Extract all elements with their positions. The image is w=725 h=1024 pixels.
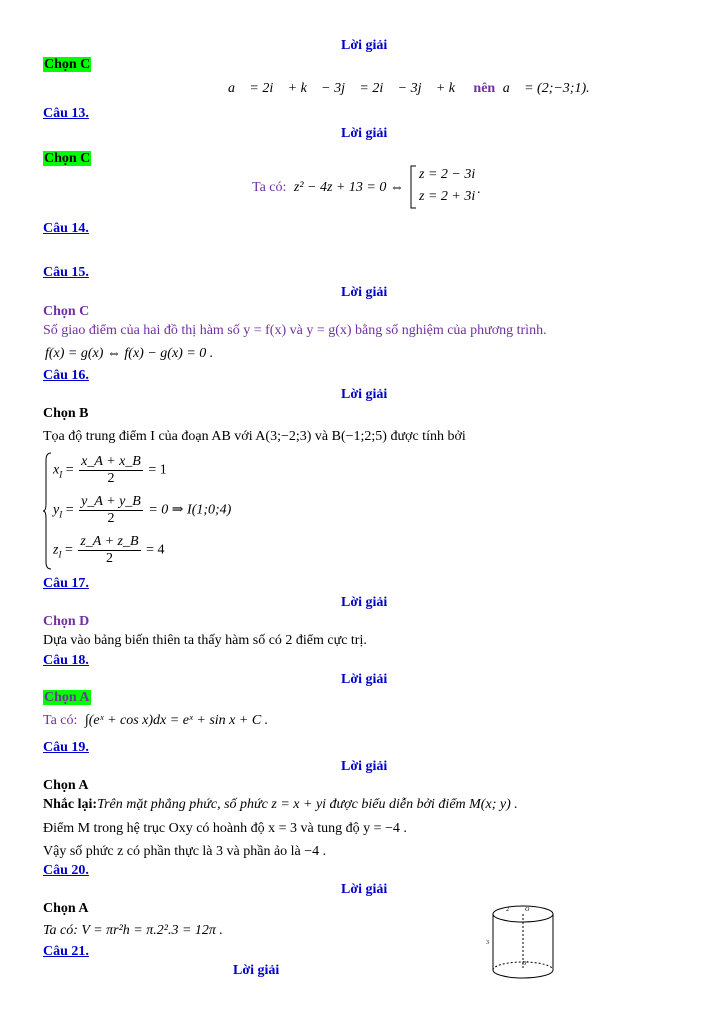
choice-label: Chọn A <box>43 778 89 793</box>
question-13-label: Câu 13. <box>43 106 89 121</box>
question-19-label: Câu 19. <box>43 740 89 755</box>
integral-equation: Ta có: ∫(eˣ + cos x)dx = eˣ + sin x + C . <box>43 713 269 728</box>
midpoint-system <box>43 452 243 570</box>
question-20-label: Câu 20. <box>43 863 89 878</box>
root-2: z = 2 + 3i <box>419 189 476 204</box>
solution-heading: Lời giải <box>341 38 388 53</box>
question-14-label: Câu 14. <box>43 221 89 236</box>
height-label: 3 <box>486 940 489 946</box>
choice-label: Chọn C <box>44 57 91 72</box>
recall-note: Nhắc lại:Trên mặt phẳng phức, số phức z = x + yi được biểu diễn bởi điểm M(x; y) . <box>43 797 518 812</box>
brace-shape <box>43 452 53 570</box>
center-bottom-label: O' <box>522 961 528 967</box>
solution-heading: Lời giải <box>341 126 388 141</box>
explanation-text: Điểm M trong hệ trục Oxy có hoành độ x = 3 và tung độ y = −4 . <box>43 821 407 836</box>
solution-heading: Lời giải <box>341 672 388 687</box>
question-21-label: Câu 21. <box>43 944 89 959</box>
question-15-label: Câu 15. <box>43 265 89 280</box>
vector-equation: a⃗ = 2i⃗ + k⃗ − 3j⃗ = 2i⃗ − 3j⃗ + k⃗ nên a⃗ = (2;−3;1). <box>228 81 590 96</box>
solution-heading: Lời giải <box>341 882 388 897</box>
equation: f(x) = g(x) ⇔ f(x) − g(x) = 0 . <box>45 346 214 361</box>
root-1: z = 2 − 3i <box>419 167 476 182</box>
question-18-label: Câu 18. <box>43 653 89 668</box>
radius-label: 2 <box>506 907 509 913</box>
cylinder-figure <box>484 904 558 982</box>
choice-label: Chọn A <box>43 901 89 916</box>
choice-label: Chọn C <box>43 304 90 319</box>
choice-label: Chọn C <box>44 151 91 166</box>
solution-heading: Lời giải <box>233 963 280 978</box>
equation-intro: Ta có: z² − 4z + 13 = 0 ⇔ <box>252 180 404 195</box>
bracket-shape <box>410 165 418 209</box>
choice-label: Chọn B <box>43 406 89 421</box>
question-16-label: Câu 16. <box>43 368 89 383</box>
x-coordinate-row: $x_I$ = $\frac{x\_A + x\_B}{2}$ = 1 <box>53 454 167 486</box>
volume-equation: Ta có: V = πr²h = π.2².3 = 12π . <box>43 923 223 938</box>
conclusion-text: Vậy số phức z có phần thực là 3 và phần ảo là −4 . <box>43 844 327 859</box>
cylinder-drawing <box>484 904 558 982</box>
center-top-label: O <box>525 907 530 913</box>
choice-label: Chọn A <box>44 690 90 705</box>
solution-heading: Lời giải <box>341 285 388 300</box>
explanation-text: Dựa vào bảng biến thiên ta thấy hàm số có 2 điểm cực trị. <box>43 633 367 648</box>
root-set <box>410 165 480 209</box>
period: . <box>477 182 481 197</box>
explanation-text: Số giao điểm của hai đồ thị hàm số y = f(x) và y = g(x) bằng số nghiệm của phương trình. <box>43 323 547 338</box>
z-coordinate-row: $z_I$ = $\frac{z\_A + z\_B}{2}$ = 4 <box>53 534 165 566</box>
y-coordinate-row: $y_I$ = $\frac{y\_A + y\_B}{2}$ = 0 ⇒ I(1;0;4) <box>53 494 232 526</box>
choice-label: Chọn D <box>43 614 90 629</box>
solution-heading: Lời giải <box>341 387 388 402</box>
question-17-label: Câu 17. <box>43 576 89 591</box>
explanation-text: Tọa độ trung điểm I của đoạn AB với A(3;−2;3) và B(−1;2;5) được tính bởi <box>43 429 466 444</box>
solution-heading: Lời giải <box>341 759 388 774</box>
solution-heading: Lời giải <box>341 595 388 610</box>
